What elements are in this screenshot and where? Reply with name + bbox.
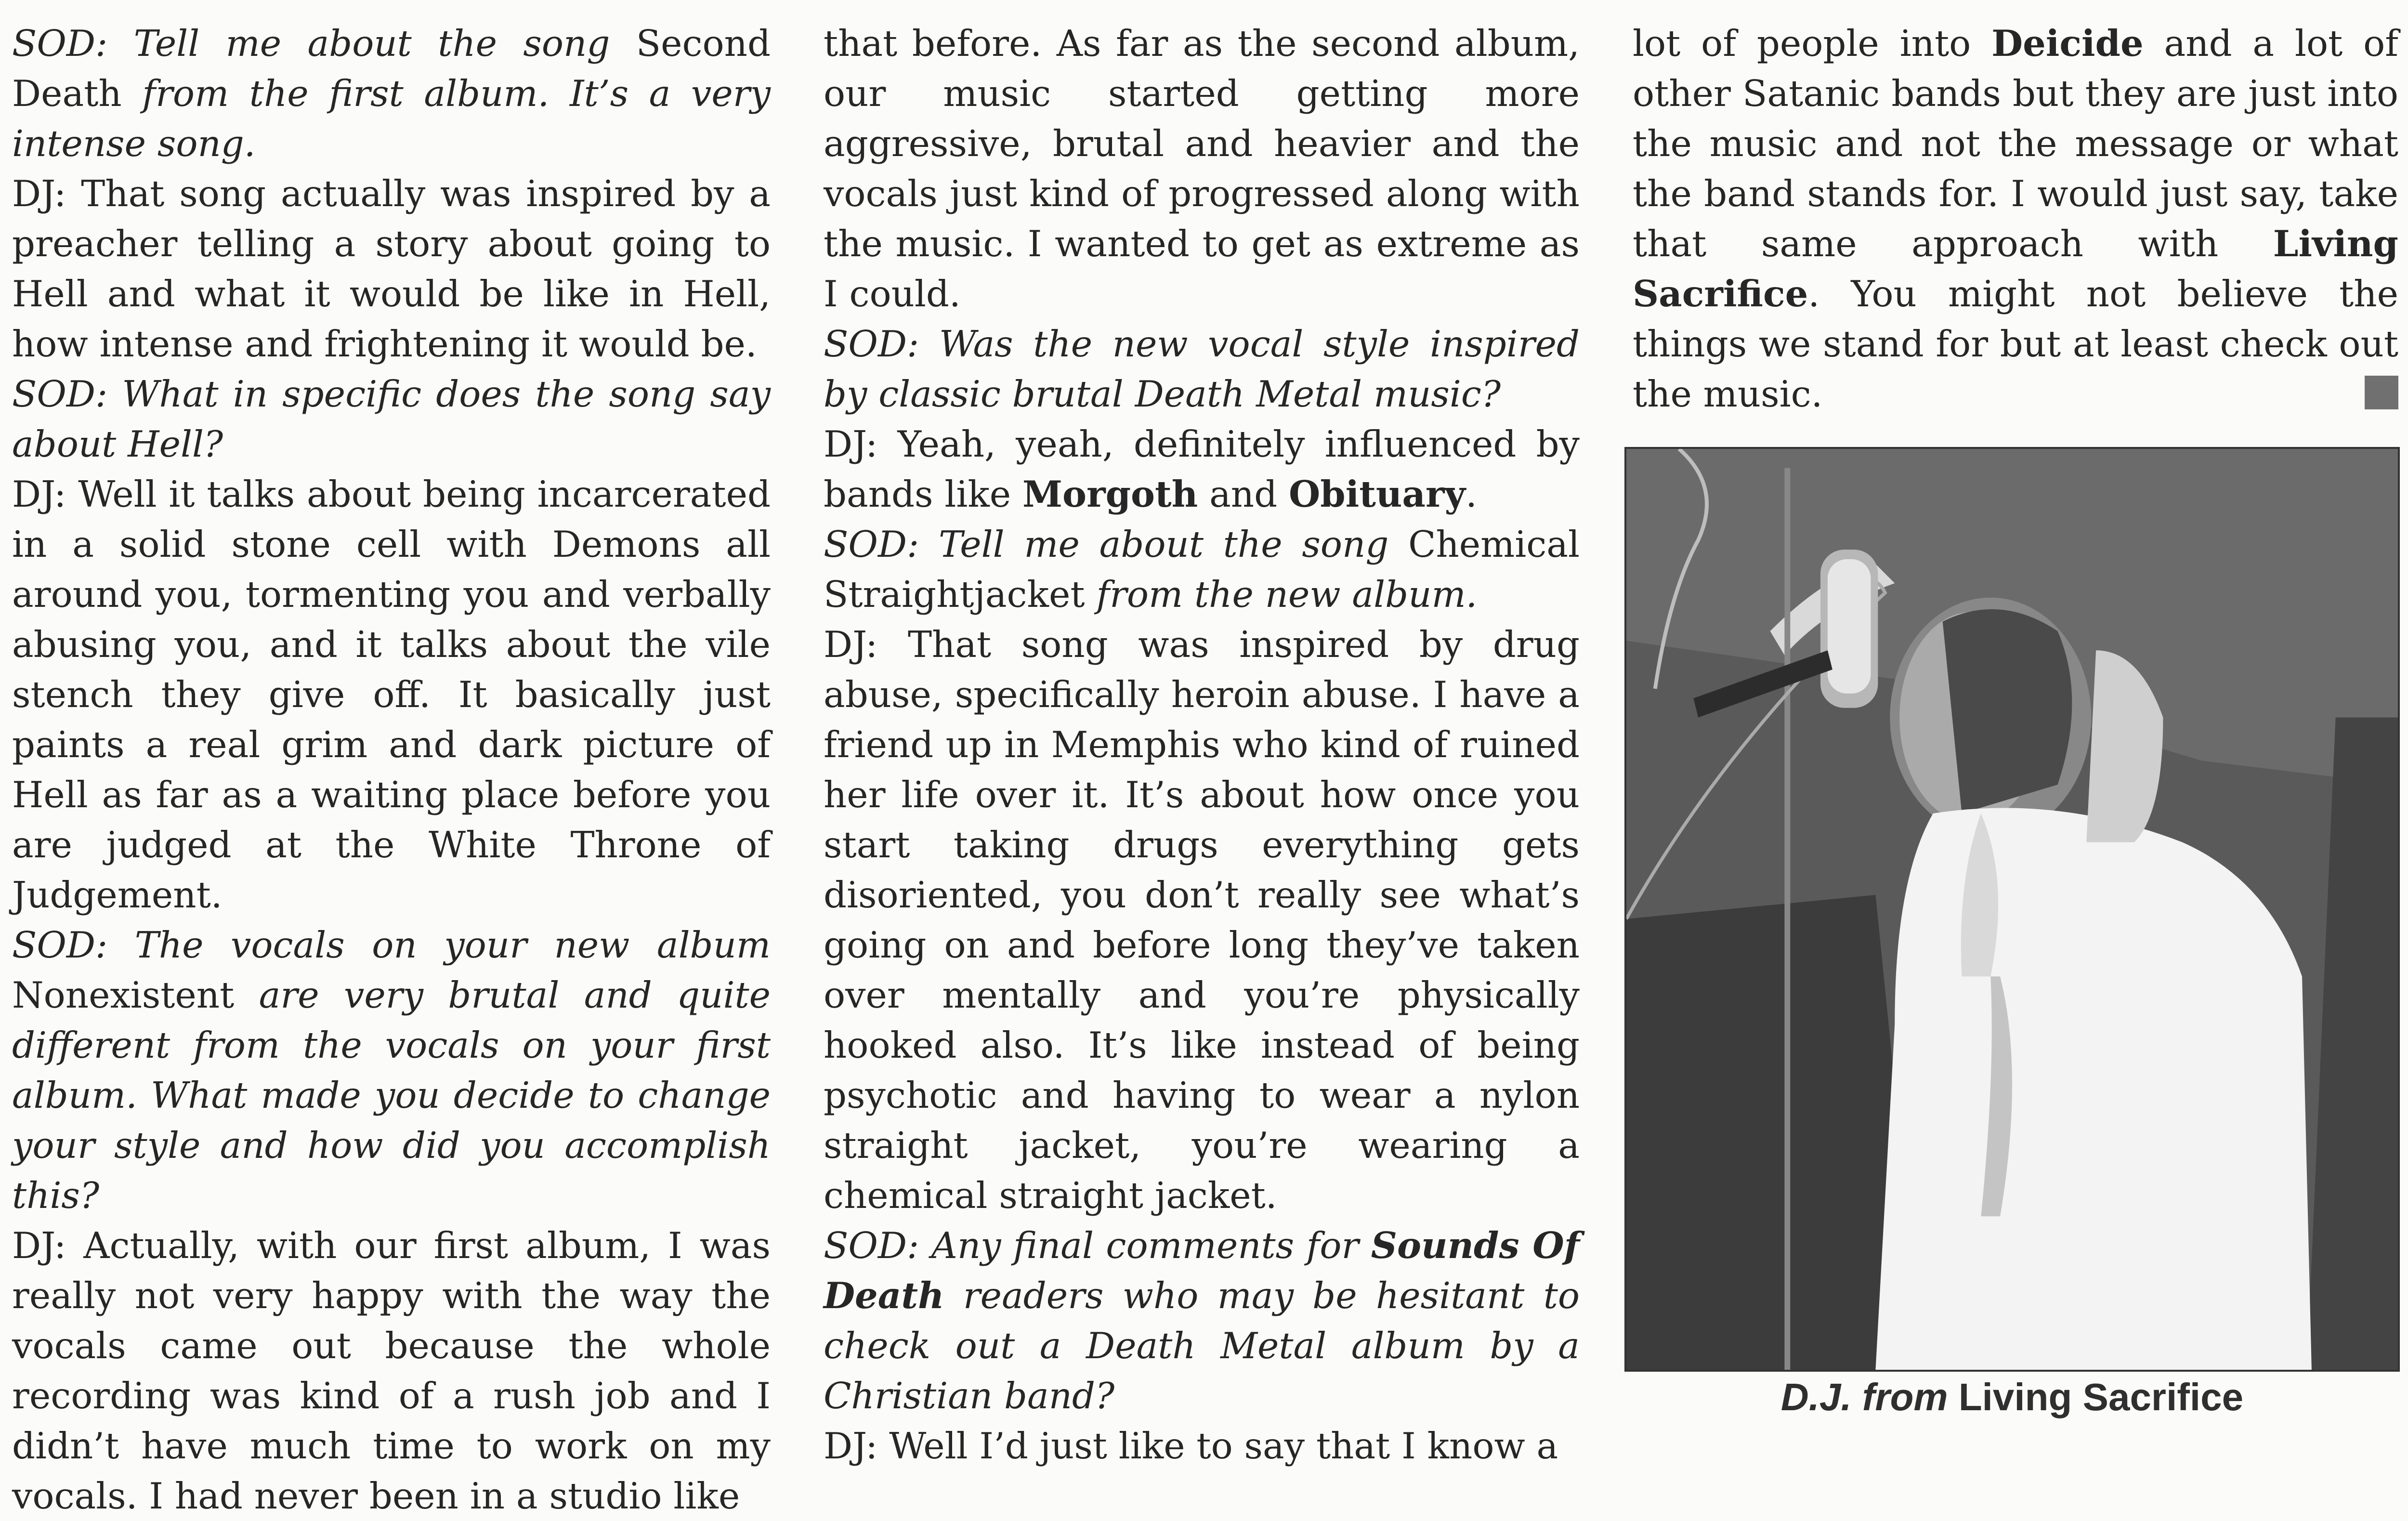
answer-text: and a lot of other Satanic bands but they are just into the music and not the message or what the band stands for. I would just say, take that same approach with xyxy=(1633,22,2399,265)
end-of-article-mark xyxy=(2365,376,2398,409)
band-name: Obituary xyxy=(1288,473,1466,515)
photo-illustration xyxy=(1626,449,2398,1370)
answer-continuation: that before. As far as the second album, our music started getting more aggressive, brutal and heavier and the vocals just kind of progressed along with the music. I wanted to get as extreme as I could. xyxy=(824,22,1580,315)
band-name: Deicide xyxy=(1991,22,2144,65)
question-vocal-style: SOD: Was the new vocal style inspired by classic brutal Death Metal music? xyxy=(824,323,1580,415)
question-second-death xyxy=(12,18,771,169)
band-name: Living Sacrifice xyxy=(1633,223,2399,315)
question-text: SOD: The vocals on your new album xyxy=(12,924,771,966)
answer-text: . You might not believe the things we stand for but at least check out the music. xyxy=(1633,273,2398,415)
band-name: Morgoth xyxy=(1022,473,1198,515)
answer-paragraph: DJ: Actually, with our first album, I was really not very happy with the way the vocals came out because the whole recording was kind of a rush job and I didn’t have much time to work on my vocals. I had never been in a studio like xyxy=(12,1224,771,1517)
column-3 xyxy=(1633,18,2398,419)
answer-conclusion xyxy=(1633,18,2398,419)
song-title: Second Death xyxy=(12,22,771,115)
question-text: are very brutal and quite different from the vocals on your first album. What made you decide to change your style and how did you accomplish this? xyxy=(12,974,771,1217)
answer-paragraph: DJ: Well it talks about being incarcerated in a solid stone cell with Demons all around you, tormenting you and verbally abusing you, and it talks about the vile stench they give off. It basically just paints a real grim and dark picture of Hell as far as a waiting place before you are judged at the White Throne of Judgement. xyxy=(12,473,771,916)
question-text: from the new album. xyxy=(1096,573,1478,616)
punctuation: . xyxy=(1466,473,1477,515)
question-text: SOD: Tell me about the song xyxy=(824,523,1389,565)
question-text: from the first album. It’s a very intense song. xyxy=(12,72,771,165)
question-text: SOD: Any final comments for xyxy=(824,1224,1359,1267)
question-text: SOD: Tell me about the song xyxy=(12,22,610,65)
answer-text: DJ: Yeah, yeah, definitely influenced by bands like xyxy=(824,423,1580,515)
question-hell: SOD: What in specific does the song say about Hell? xyxy=(12,373,771,465)
photo-dj-singing xyxy=(1624,447,2400,1372)
answer-paragraph: DJ: That song was inspired by drug abuse, specifically heroin abuse. I have a friend up in Memphis who kind of ruined her life over it. It’s about how once you start taking drugs everything gets disoriented, you don’t really see what’s going on and before long they’ve taken over mentally and you’re physically hooked also. It’s like instead of being psychotic and having to wear a nylon straight jacket, you’re wearing a chemical straight jacket. xyxy=(824,623,1580,1217)
album-title: Nonexistent xyxy=(12,974,235,1016)
question-text: readers who may be hesitant to check out a Death Metal album by a Christian band? xyxy=(824,1274,1580,1417)
song-title: Chemical Straightjacket xyxy=(824,523,1580,616)
question-chemical-straightjacket xyxy=(824,519,1580,619)
caption-name: D.J. from xyxy=(1780,1376,1948,1418)
magazine-name: Sounds Of Death xyxy=(824,1224,1580,1317)
answer-text: and xyxy=(1209,473,1278,515)
answer-paragraph: DJ: Well I’d just like to say that I know a xyxy=(824,1425,1558,1467)
column-2 xyxy=(824,18,1580,1471)
answer-paragraph: DJ: That song actually was inspired by a preacher telling a story about going to Hell and what it would be like in Hell, how intense and frightening it would be. xyxy=(12,172,771,365)
column-1 xyxy=(12,18,771,1521)
photo-caption xyxy=(1624,1375,2400,1419)
answer-text: lot of people into xyxy=(1633,22,1971,65)
answer-influences xyxy=(824,419,1580,519)
question-vocals xyxy=(12,920,771,1220)
caption-band: Living Sacrifice xyxy=(1958,1376,2244,1418)
question-final-comments xyxy=(824,1220,1580,1421)
